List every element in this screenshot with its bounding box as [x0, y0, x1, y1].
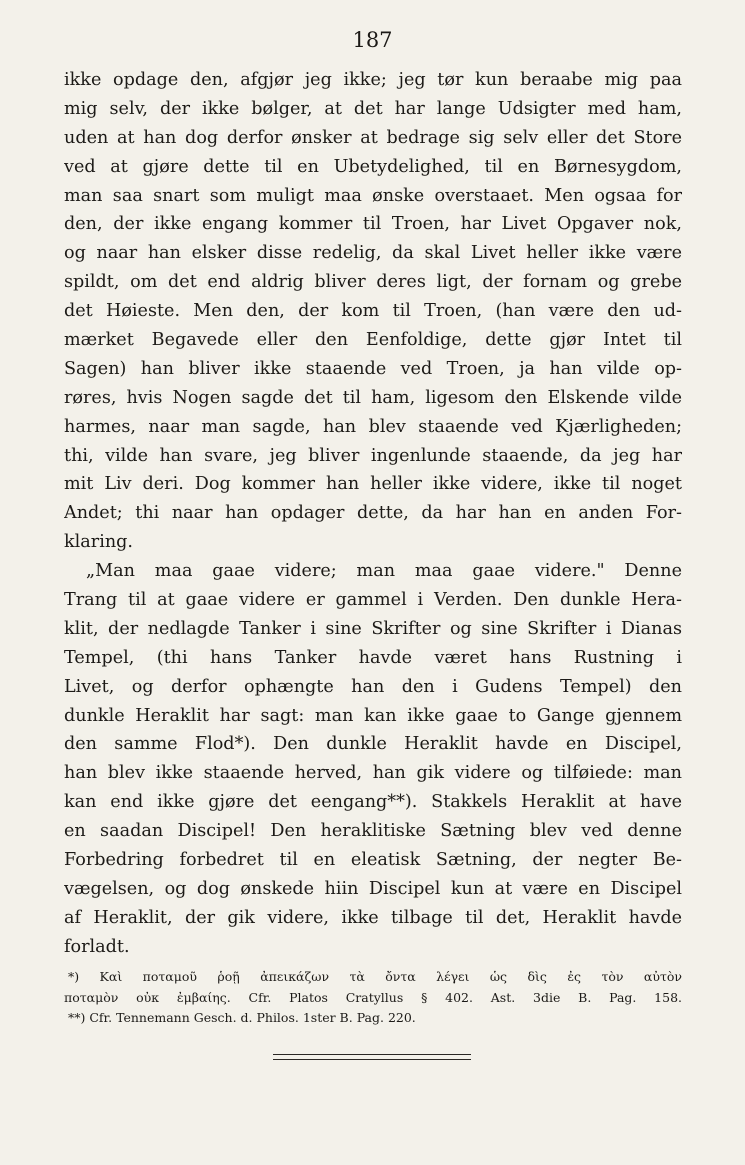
- text-line: ikke opdage den, afgjør jeg ikke; jeg tør kun beraabe mig paa: [64, 70, 682, 90]
- text-line: kan end ikke gjøre det eengang**). Stakkels Heraklit at have: [64, 792, 682, 813]
- text-line: en saadan Discipel! Den heraklitiske Sætning blev ved denne: [64, 821, 682, 842]
- page-number: 187: [352, 28, 393, 52]
- text-line: det Høieste. Men den, der kom til Troen, (han være den ud-: [64, 301, 682, 322]
- text-line: Forbedring forbedret til en eleatisk Sætning, der negter Be-: [64, 850, 682, 871]
- text-line: forladt.: [64, 936, 130, 957]
- text-line: man saa snart som muligt maa ønske overstaaet. Men ogsaa for: [64, 185, 682, 206]
- text-line: Livet, og derfor ophængte han den i Gudens Tempel) den: [64, 676, 682, 697]
- footnote-line: *) Καὶ ποταμοῦ ῥοῇ ἀπεικάζων τὰ ὄντα λέγει ὡς δὶς ἐς τὸν αὐτὸν: [68, 969, 682, 984]
- footnotes: [64, 967, 682, 1029]
- text-line: han blev ikke staaende herved, han gik videre og tilføiede: man: [64, 763, 682, 784]
- ornamental-double-rule: [273, 1054, 471, 1064]
- text-line: Sagen) han bliver ikke staaende ved Troen, ja han vilde op-: [64, 358, 682, 379]
- text-line: spildt, om det end aldrig bliver deres ligt, der fornam og grebe: [64, 272, 682, 293]
- text-line: mærket Begavede eller den Eenfoldige, dette gjør Intet til: [64, 330, 682, 351]
- text-line: røres, hvis Nogen sagde det til ham, ligesom den Elskende vilde: [64, 387, 682, 408]
- text-line: uden at han dog derfor ønsker at bedrage sig selv eller det Store: [64, 127, 682, 148]
- text-line: mit Liv deri. Dog kommer han heller ikke videre, ikke til noget: [64, 474, 682, 495]
- text-line: Tempel, (thi hans Tanker havde været hans Rustning i: [64, 647, 682, 668]
- text-line: Andet; thi naar han opdager dette, da har han en anden For-: [64, 503, 682, 524]
- footnote-line: **) Cfr. Tennemann Gesch. d. Philos. 1ster B. Pag. 220.: [68, 1010, 416, 1025]
- text-line: dunkle Heraklit har sagt: man kan ikke gaae to Gange gjennem: [64, 705, 682, 726]
- text-line: Trang til at gaae videre er gammel i Verden. Den dunkle Hera-: [64, 590, 682, 611]
- text-line: harmes, naar man sagde, han blev staaende ved Kjærligheden;: [64, 416, 682, 437]
- text-line: den samme Flod*). Den dunkle Heraklit havde en Discipel,: [64, 734, 682, 755]
- text-line: „Man maa gaae videre; man maa gaae videre." Denne: [86, 561, 682, 582]
- text-line: vægelsen, og dog ønskede hiin Discipel kun at være en Discipel: [64, 878, 682, 899]
- body-text: [64, 66, 682, 962]
- text-line: klaring.: [64, 532, 134, 553]
- text-line: ved at gjøre dette til en Ubetydelighed, til en Børnesygdom,: [64, 156, 682, 177]
- text-line: mig selv, der ikke bølger, at det har lange Udsigter med ham,: [64, 98, 682, 119]
- text-line: af Heraklit, der gik videre, ikke tilbage til det, Heraklit havde: [64, 907, 682, 928]
- text-line: den, der ikke engang kommer til Troen, har Livet Opgaver nok,: [64, 214, 682, 235]
- footnote-line: ποταμὸν οὐκ ἐμβαίης. Cfr. Platos Cratyllus § 402. Ast. 3die B. Pag. 158.: [64, 989, 682, 1005]
- text-line: thi, vilde han svare, jeg bliver ingenlunde staaende, da jeg har: [64, 445, 682, 466]
- text-line: og naar han elsker disse redelig, da skal Livet heller ikke være: [64, 243, 682, 264]
- text-line: klit, der nedlagde Tanker i sine Skrifter og sine Skrifter i Dianas: [64, 618, 682, 639]
